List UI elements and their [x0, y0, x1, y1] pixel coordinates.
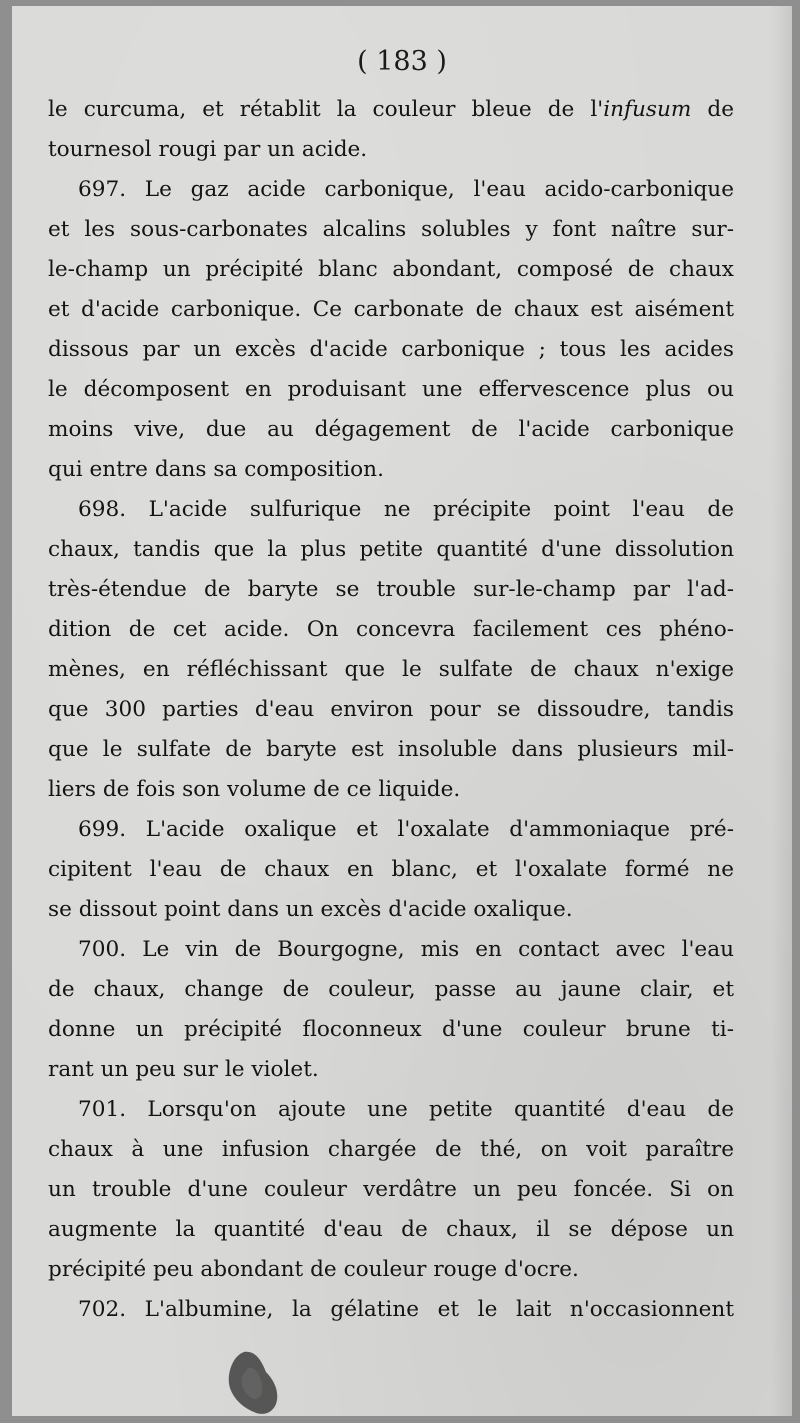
text-line	[48, 1130, 734, 1170]
text-segment: moins vive, due au dégagement de l'acide carbonique	[48, 417, 734, 442]
text-line	[48, 530, 734, 570]
text-segment: rant un peu sur le violet.	[48, 1057, 319, 1082]
text-line	[48, 1250, 734, 1290]
text-segment: dition de cet acide. On concevra facilement ces phéno-	[48, 617, 734, 642]
text-line	[48, 330, 734, 370]
text-segment: le décomposent en produisant une effervescence plus ou	[48, 377, 734, 402]
text-line	[48, 1290, 734, 1330]
text-segment: qui entre dans sa composition.	[48, 457, 384, 482]
text-line	[48, 650, 734, 690]
text-segment: mènes, en réfléchissant que le sulfate de chaux n'exige	[48, 657, 734, 682]
text-line	[48, 690, 734, 730]
ink-stain	[222, 1348, 282, 1416]
body-text	[48, 90, 734, 1330]
text-line	[48, 1010, 734, 1050]
text-line	[48, 450, 734, 490]
text-segment: précipité peu abondant de couleur rouge d'ocre.	[48, 1257, 579, 1282]
text-segment: cipitent l'eau de chaux en blanc, et l'oxalate formé ne	[48, 857, 734, 882]
text-segment: augmente la quantité d'eau de chaux, il se dépose un	[48, 1217, 734, 1242]
text-line	[48, 1210, 734, 1250]
page-edge-shadow	[770, 6, 792, 1416]
text-line	[48, 730, 734, 770]
text-line	[48, 810, 734, 850]
page-number: ( 183 )	[357, 46, 447, 77]
text-line	[48, 890, 734, 930]
text-segment: chaux, tandis que la plus petite quantité d'une dissolution	[48, 537, 734, 562]
text-segment: le curcuma, et rétablit la couleur bleue de l'	[48, 97, 604, 122]
text-line	[48, 490, 734, 530]
text-line	[48, 610, 734, 650]
text-segment: très-étendue de baryte se trouble sur-le-champ par l'ad-	[48, 577, 734, 602]
text-line	[48, 1050, 734, 1090]
text-line	[48, 770, 734, 810]
text-line	[48, 1170, 734, 1210]
text-segment: 697. Le gaz acide carbonique, l'eau acido-carbonique	[78, 177, 734, 202]
text-line	[48, 290, 734, 330]
text-segment: se dissout point dans un excès d'acide oxalique.	[48, 897, 573, 922]
text-line	[48, 1090, 734, 1130]
text-segment: le-champ un précipité blanc abondant, composé de chaux	[48, 257, 734, 282]
text-segment: que 300 parties d'eau environ pour se dissoudre, tandis	[48, 697, 734, 722]
text-line	[48, 170, 734, 210]
text-segment: 702. L'albumine, la gélatine et le lait n'occasionnent	[78, 1297, 734, 1322]
text-segment: de chaux, change de couleur, passe au jaune clair, et	[48, 977, 734, 1002]
text-segment: tournesol rougi par un acide.	[48, 137, 368, 162]
text-line	[48, 970, 734, 1010]
text-line	[48, 130, 734, 170]
text-segment: de	[691, 97, 735, 122]
text-line	[48, 210, 734, 250]
text-segment: et d'acide carbonique. Ce carbonate de chaux est aisément	[48, 297, 734, 322]
text-segment: que le sulfate de baryte est insoluble dans plusieurs mil-	[48, 737, 734, 762]
text-segment: chaux à une infusion chargée de thé, on voit paraître	[48, 1137, 734, 1162]
text-segment: 699. L'acide oxalique et l'oxalate d'ammoniaque pré-	[78, 817, 734, 842]
text-segment: donne un précipité floconneux d'une couleur brune ti-	[48, 1017, 734, 1042]
text-segment: et les sous-carbonates alcalins solubles y font naître sur-	[48, 217, 734, 242]
text-line	[48, 250, 734, 290]
text-segment: dissous par un excès d'acide carbonique ; tous les acides	[48, 337, 734, 362]
text-segment: liers de fois son volume de ce liquide.	[48, 777, 461, 802]
text-line	[48, 410, 734, 450]
text-segment: 700. Le vin de Bourgogne, mis en contact avec l'eau	[78, 937, 734, 962]
italic-term: infusum	[603, 97, 692, 122]
text-line	[48, 930, 734, 970]
text-segment: 701. Lorsqu'on ajoute une petite quantité d'eau de	[78, 1097, 734, 1122]
text-segment: 698. L'acide sulfurique ne précipite point l'eau de	[78, 497, 734, 522]
text-segment: un trouble d'une couleur verdâtre un peu foncée. Si on	[48, 1177, 734, 1202]
text-line	[48, 370, 734, 410]
book-page	[12, 6, 792, 1416]
text-line	[48, 570, 734, 610]
text-line	[48, 850, 734, 890]
text-line	[48, 90, 734, 130]
